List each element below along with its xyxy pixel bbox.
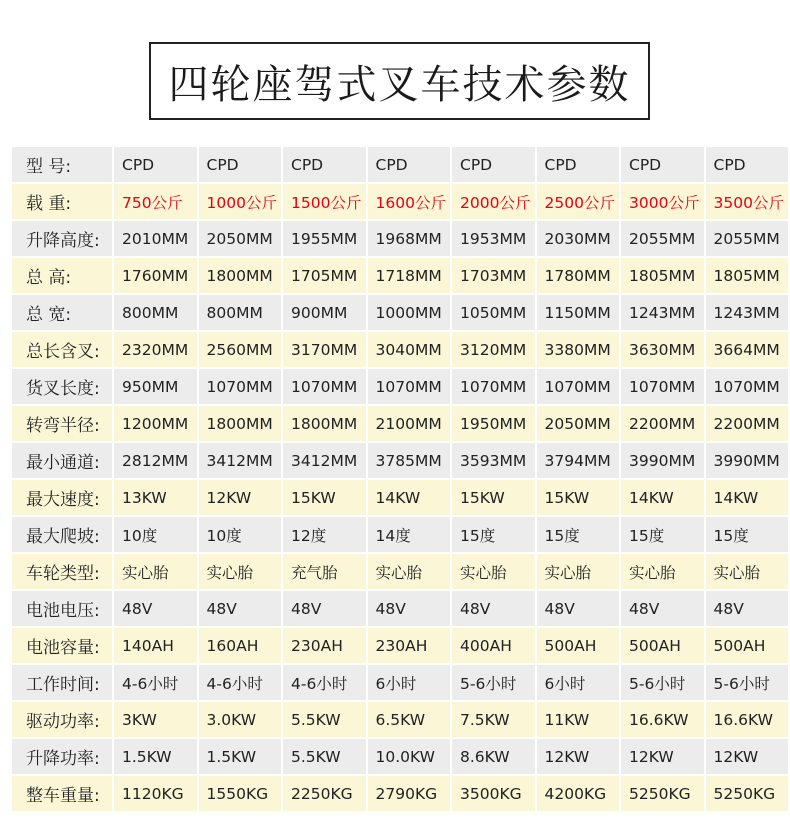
table-cell: 1705MM bbox=[283, 258, 366, 295]
table-row bbox=[12, 221, 788, 258]
table-cell: 3412MM bbox=[199, 443, 282, 480]
table-cell: 7.5KW bbox=[452, 702, 535, 739]
table-cell: 1050MM bbox=[452, 295, 535, 332]
row-label: 电池电压: bbox=[12, 591, 112, 628]
row-label: 驱动功率: bbox=[12, 702, 112, 739]
table-cell: 1070MM bbox=[452, 369, 535, 406]
table-cell: 15度 bbox=[537, 517, 620, 554]
table-cell: 4-6小时 bbox=[114, 665, 197, 702]
table-cell: 800MM bbox=[199, 295, 282, 332]
table-cell: 1760MM bbox=[114, 258, 197, 295]
table-cell: 2200MM bbox=[621, 406, 704, 443]
table-cell: 实心胎 bbox=[199, 554, 282, 591]
table-cell: 实心胎 bbox=[452, 554, 535, 591]
row-label: 升降高度: bbox=[12, 221, 112, 258]
table-cell: 1.5KW bbox=[114, 739, 197, 776]
table-cell: 12KW bbox=[199, 480, 282, 517]
table-cell: 1243MM bbox=[621, 295, 704, 332]
table-cell: 2500公斤 bbox=[537, 184, 620, 221]
table-cell: 1200MM bbox=[114, 406, 197, 443]
table-cell: 13KW bbox=[114, 480, 197, 517]
row-label: 整车重量: bbox=[12, 776, 112, 813]
table-cell: 15KW bbox=[537, 480, 620, 517]
table-cell: 3380MM bbox=[537, 332, 620, 369]
table-row bbox=[12, 739, 788, 776]
table-cell: 实心胎 bbox=[537, 554, 620, 591]
table-cell: 3500公斤 bbox=[706, 184, 789, 221]
table-row bbox=[12, 702, 788, 739]
spec-table bbox=[10, 147, 790, 813]
table-cell: 1703MM bbox=[452, 258, 535, 295]
table-cell: 6小时 bbox=[368, 665, 451, 702]
table-cell: 2560MM bbox=[199, 332, 282, 369]
table-cell: 2200MM bbox=[706, 406, 789, 443]
table-cell: 3593MM bbox=[452, 443, 535, 480]
row-label: 升降功率: bbox=[12, 739, 112, 776]
table-cell: 3990MM bbox=[621, 443, 704, 480]
table-cell: 6.5KW bbox=[368, 702, 451, 739]
table-cell: 实心胎 bbox=[706, 554, 789, 591]
table-cell: 3630MM bbox=[621, 332, 704, 369]
table-cell: 750公斤 bbox=[114, 184, 197, 221]
table-cell: 3040MM bbox=[368, 332, 451, 369]
table-cell: 1805MM bbox=[621, 258, 704, 295]
table-cell: 1950MM bbox=[452, 406, 535, 443]
table-cell: 1150MM bbox=[537, 295, 620, 332]
spec-table-body bbox=[12, 147, 788, 813]
table-cell: 3000公斤 bbox=[621, 184, 704, 221]
table-cell: 1120KG bbox=[114, 776, 197, 813]
table-row bbox=[12, 665, 788, 702]
row-label: 转弯半径: bbox=[12, 406, 112, 443]
table-row bbox=[12, 258, 788, 295]
table-cell: 48V bbox=[621, 591, 704, 628]
table-cell: 1718MM bbox=[368, 258, 451, 295]
table-cell: 1953MM bbox=[452, 221, 535, 258]
table-cell: 500AH bbox=[537, 628, 620, 665]
table-cell: 400AH bbox=[452, 628, 535, 665]
table-cell: 8.6KW bbox=[452, 739, 535, 776]
table-cell: 实心胎 bbox=[368, 554, 451, 591]
table-cell: 16.6KW bbox=[706, 702, 789, 739]
table-cell: 11KW bbox=[537, 702, 620, 739]
table-cell: 48V bbox=[537, 591, 620, 628]
table-cell: 48V bbox=[706, 591, 789, 628]
row-label: 货叉长度: bbox=[12, 369, 112, 406]
table-cell: 14KW bbox=[368, 480, 451, 517]
table-cell: 2100MM bbox=[368, 406, 451, 443]
table-cell: 2055MM bbox=[706, 221, 789, 258]
table-cell: 2790KG bbox=[368, 776, 451, 813]
row-label: 电池容量: bbox=[12, 628, 112, 665]
table-cell: 1968MM bbox=[368, 221, 451, 258]
table-cell: 48V bbox=[283, 591, 366, 628]
table-cell: 800MM bbox=[114, 295, 197, 332]
table-row bbox=[12, 332, 788, 369]
table-row bbox=[12, 443, 788, 480]
row-label: 最小通道: bbox=[12, 443, 112, 480]
row-label: 总 宽: bbox=[12, 295, 112, 332]
table-cell: 48V bbox=[368, 591, 451, 628]
table-cell: 4-6小时 bbox=[283, 665, 366, 702]
table-cell: CPD bbox=[537, 147, 620, 184]
table-cell: 2250KG bbox=[283, 776, 366, 813]
table-cell: 140AH bbox=[114, 628, 197, 665]
table-cell: 15度 bbox=[621, 517, 704, 554]
table-cell: 2055MM bbox=[621, 221, 704, 258]
table-cell: 1955MM bbox=[283, 221, 366, 258]
table-cell: 5-6小时 bbox=[452, 665, 535, 702]
table-row bbox=[12, 184, 788, 221]
table-cell: 10.0KW bbox=[368, 739, 451, 776]
table-cell: 15KW bbox=[283, 480, 366, 517]
table-cell: 230AH bbox=[283, 628, 366, 665]
table-row bbox=[12, 628, 788, 665]
table-cell: 1000公斤 bbox=[199, 184, 282, 221]
table-cell: 3990MM bbox=[706, 443, 789, 480]
table-cell: 1070MM bbox=[283, 369, 366, 406]
table-cell: 1070MM bbox=[621, 369, 704, 406]
table-cell: 4-6小时 bbox=[199, 665, 282, 702]
row-label: 总 高: bbox=[12, 258, 112, 295]
table-cell: 3KW bbox=[114, 702, 197, 739]
table-cell: 10度 bbox=[199, 517, 282, 554]
table-row bbox=[12, 776, 788, 813]
table-cell: 15度 bbox=[452, 517, 535, 554]
table-cell: 14KW bbox=[706, 480, 789, 517]
row-label: 载 重: bbox=[12, 184, 112, 221]
table-cell: 500AH bbox=[621, 628, 704, 665]
row-label: 最大爬坡: bbox=[12, 517, 112, 554]
table-cell: 3664MM bbox=[706, 332, 789, 369]
table-cell: 16.6KW bbox=[621, 702, 704, 739]
table-cell: 2050MM bbox=[199, 221, 282, 258]
table-cell: 48V bbox=[114, 591, 197, 628]
table-cell: 2030MM bbox=[537, 221, 620, 258]
row-label: 总长含叉: bbox=[12, 332, 112, 369]
table-cell: 5250KG bbox=[706, 776, 789, 813]
table-cell: 12KW bbox=[706, 739, 789, 776]
row-label: 车轮类型: bbox=[12, 554, 112, 591]
table-cell: 1780MM bbox=[537, 258, 620, 295]
table-cell: 6小时 bbox=[537, 665, 620, 702]
table-cell: CPD bbox=[452, 147, 535, 184]
table-cell: 5-6小时 bbox=[621, 665, 704, 702]
table-cell: 10度 bbox=[114, 517, 197, 554]
table-cell: 1070MM bbox=[706, 369, 789, 406]
table-cell: 3500KG bbox=[452, 776, 535, 813]
table-cell: CPD bbox=[199, 147, 282, 184]
table-cell: CPD bbox=[706, 147, 789, 184]
table-cell: 2812MM bbox=[114, 443, 197, 480]
table-cell: 15KW bbox=[452, 480, 535, 517]
table-cell: 2010MM bbox=[114, 221, 197, 258]
table-cell: 230AH bbox=[368, 628, 451, 665]
table-row bbox=[12, 591, 788, 628]
table-cell: 5.5KW bbox=[283, 739, 366, 776]
table-cell: 充气胎 bbox=[283, 554, 366, 591]
row-label: 最大速度: bbox=[12, 480, 112, 517]
table-row bbox=[12, 295, 788, 332]
table-cell: 5-6小时 bbox=[706, 665, 789, 702]
table-cell: 1800MM bbox=[199, 258, 282, 295]
table-cell: 14KW bbox=[621, 480, 704, 517]
table-row bbox=[12, 406, 788, 443]
page-title: 四轮座驾式叉车技术参数 bbox=[149, 42, 650, 120]
table-cell: 1070MM bbox=[537, 369, 620, 406]
table-cell: 5250KG bbox=[621, 776, 704, 813]
table-cell: 实心胎 bbox=[114, 554, 197, 591]
table-cell: 3120MM bbox=[452, 332, 535, 369]
table-cell: 160AH bbox=[199, 628, 282, 665]
table-cell: 1243MM bbox=[706, 295, 789, 332]
table-cell: 1800MM bbox=[283, 406, 366, 443]
table-cell: CPD bbox=[114, 147, 197, 184]
table-cell: 1800MM bbox=[199, 406, 282, 443]
table-cell: 48V bbox=[199, 591, 282, 628]
table-cell: 1600公斤 bbox=[368, 184, 451, 221]
table-cell: 14度 bbox=[368, 517, 451, 554]
table-cell: 2320MM bbox=[114, 332, 197, 369]
table-cell: 3.0KW bbox=[199, 702, 282, 739]
table-cell: 1.5KW bbox=[199, 739, 282, 776]
row-label: 工作时间: bbox=[12, 665, 112, 702]
table-cell: 12KW bbox=[537, 739, 620, 776]
table-row bbox=[12, 480, 788, 517]
table-cell: 1070MM bbox=[368, 369, 451, 406]
table-cell: 实心胎 bbox=[621, 554, 704, 591]
table-cell: 500AH bbox=[706, 628, 789, 665]
table-cell: 2000公斤 bbox=[452, 184, 535, 221]
table-cell: 1000MM bbox=[368, 295, 451, 332]
table-row bbox=[12, 554, 788, 591]
table-cell: CPD bbox=[368, 147, 451, 184]
table-cell: 1550KG bbox=[199, 776, 282, 813]
table-cell: 1805MM bbox=[706, 258, 789, 295]
table-cell: 12KW bbox=[621, 739, 704, 776]
table-cell: 3412MM bbox=[283, 443, 366, 480]
table-cell: 3170MM bbox=[283, 332, 366, 369]
table-cell: 15度 bbox=[706, 517, 789, 554]
table-row bbox=[12, 147, 788, 184]
table-cell: CPD bbox=[621, 147, 704, 184]
table-cell: 1070MM bbox=[199, 369, 282, 406]
table-cell: 48V bbox=[452, 591, 535, 628]
table-cell: 12度 bbox=[283, 517, 366, 554]
table-cell: 5.5KW bbox=[283, 702, 366, 739]
table-cell: 950MM bbox=[114, 369, 197, 406]
table-cell: 2050MM bbox=[537, 406, 620, 443]
table-cell: 3794MM bbox=[537, 443, 620, 480]
table-cell: CPD bbox=[283, 147, 366, 184]
table-cell: 3785MM bbox=[368, 443, 451, 480]
table-cell: 900MM bbox=[283, 295, 366, 332]
table-row bbox=[12, 517, 788, 554]
row-label: 型 号: bbox=[12, 147, 112, 184]
table-cell: 4200KG bbox=[537, 776, 620, 813]
table-row bbox=[12, 369, 788, 406]
table-cell: 1500公斤 bbox=[283, 184, 366, 221]
